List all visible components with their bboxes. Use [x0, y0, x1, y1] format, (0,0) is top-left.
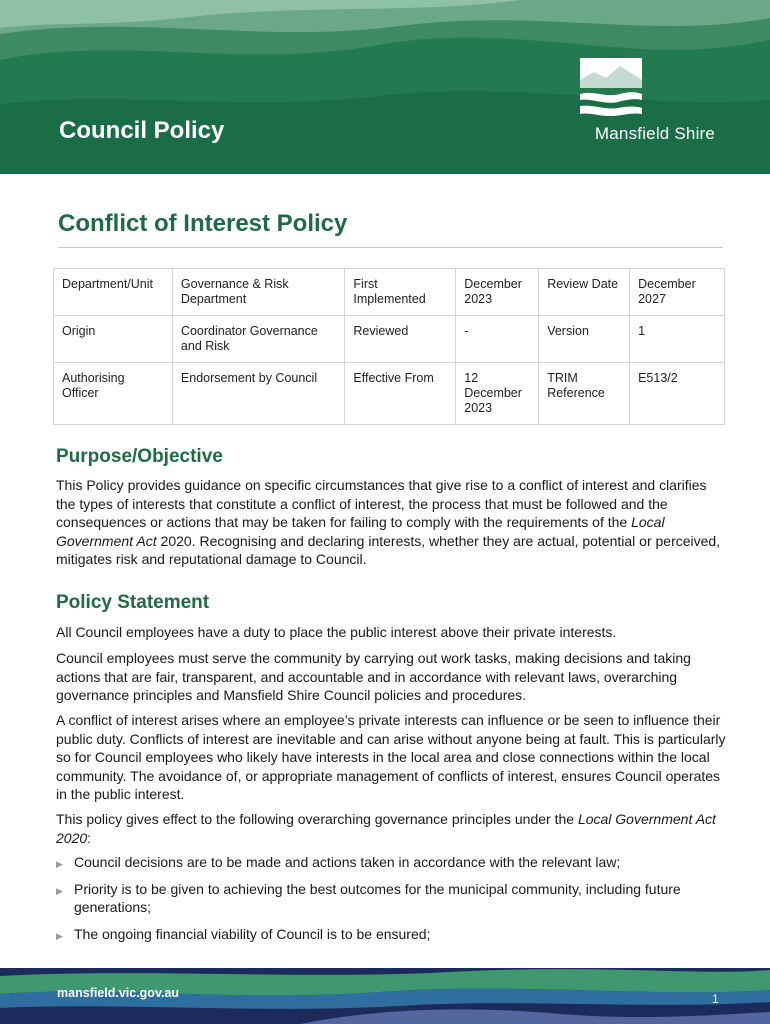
purpose-text-after: 2020. Recognising and declaring interests, whether they are actual, potential or perceived, mitigates risk and reputational damage to Council. — [56, 532, 721, 567]
page-header — [0, 0, 770, 174]
table-cell: E513/2 — [630, 363, 725, 425]
table-row — [54, 269, 725, 316]
footer-website-link[interactable]: mansfield.vic.gov.au — [57, 986, 180, 1000]
table-row — [54, 363, 725, 425]
list-item-text: Priority is to be given to achieving the best outcomes for the municipal community, including future generations; — [74, 880, 681, 915]
policy-paragraph-2: Council employees must serve the community by carrying out work tasks, making decisions and taking actions that are fair, transparent, and accountable and in accordance with relevant laws, overarching governance principles and Mansfield Shire Council policies and procedures. — [56, 650, 691, 703]
table-cell: Department/Unit — [54, 269, 173, 316]
policy-paragraph-3: A conflict of interest arises where an employee’s private interests can influence or be seen to influence their public duty. Conflicts of interest are inevitable and can arise without anyone being at fault. This is particularly so for Council employees who likely have interests in the local area and close connections within the local community. The avoidance of, or appropriate management of conflicts of interest, ensures Council operates in the public interest. — [56, 712, 726, 802]
table-cell: Review Date — [539, 269, 630, 316]
triangle-bullet-icon: ▶ — [56, 885, 63, 896]
table-cell: First Implemented — [345, 269, 456, 316]
page-footer — [0, 968, 770, 1024]
table-row — [54, 316, 725, 363]
list-item — [56, 925, 726, 944]
purpose-heading: Purpose/Objective — [56, 446, 223, 467]
table-cell: TRIM Reference — [539, 363, 630, 425]
purpose-paragraph — [56, 476, 726, 569]
purpose-text-before: This Policy provides guidance on specific circumstances that give rise to a conflict of interest and clarifies the types of interests that constitute a conflict of interest, the process that must be followed and the consequences or actions that may be taken for failing to comply with the requirements of the — [56, 477, 707, 530]
principles-colon: : — [87, 829, 92, 846]
table-cell: 1 — [630, 316, 725, 363]
list-item — [56, 853, 726, 872]
table-cell: Reviewed — [345, 316, 456, 363]
logo-text: Mansfield Shire — [594, 124, 716, 143]
principles-list — [56, 853, 726, 951]
page-number: 1 — [712, 992, 719, 1006]
table-cell: Endorsement by Council — [172, 363, 344, 425]
header-title: Council Policy — [59, 117, 225, 144]
principles-act-name: Local Government Act 2020 — [56, 811, 716, 846]
mountain-river-logo-icon — [580, 58, 644, 120]
table-cell: Coordinator Governance and Risk — [172, 316, 344, 363]
list-item-text: Council decisions are to be made and actions taken in accordance with the relevant law; — [74, 854, 621, 870]
table-cell: Version — [539, 316, 630, 363]
list-item-text: The ongoing financial viability of Council is to be ensured; — [74, 925, 431, 942]
table-cell: Origin — [54, 316, 173, 363]
triangle-bullet-icon: ▶ — [56, 859, 63, 869]
document-title: Conflict of Interest Policy — [58, 210, 348, 237]
table-cell: December 2023 — [456, 269, 539, 316]
policy-details-table — [53, 268, 725, 425]
triangle-bullet-icon: ▶ — [56, 930, 63, 941]
act-name: Local Government Act — [56, 514, 665, 549]
table-cell: - — [456, 316, 539, 363]
policy-paragraph-1: All Council employees have a duty to place the public interest above their private interests. — [56, 624, 617, 640]
table-cell: Authorising Officer — [54, 363, 173, 425]
mansfield-shire-logo — [580, 58, 730, 148]
principles-intro — [56, 810, 726, 847]
table-cell: December 2027 — [630, 269, 725, 316]
list-item — [56, 880, 726, 917]
table-cell: Effective From — [345, 363, 456, 425]
principles-intro-text: This policy gives effect to the following overarching governance principles under the — [56, 811, 578, 827]
table-cell: Governance & Risk Department — [172, 269, 344, 316]
table-cell: 12 December 2023 — [456, 363, 539, 425]
title-divider — [58, 247, 723, 248]
policy-statement-heading: Policy Statement — [56, 592, 210, 613]
